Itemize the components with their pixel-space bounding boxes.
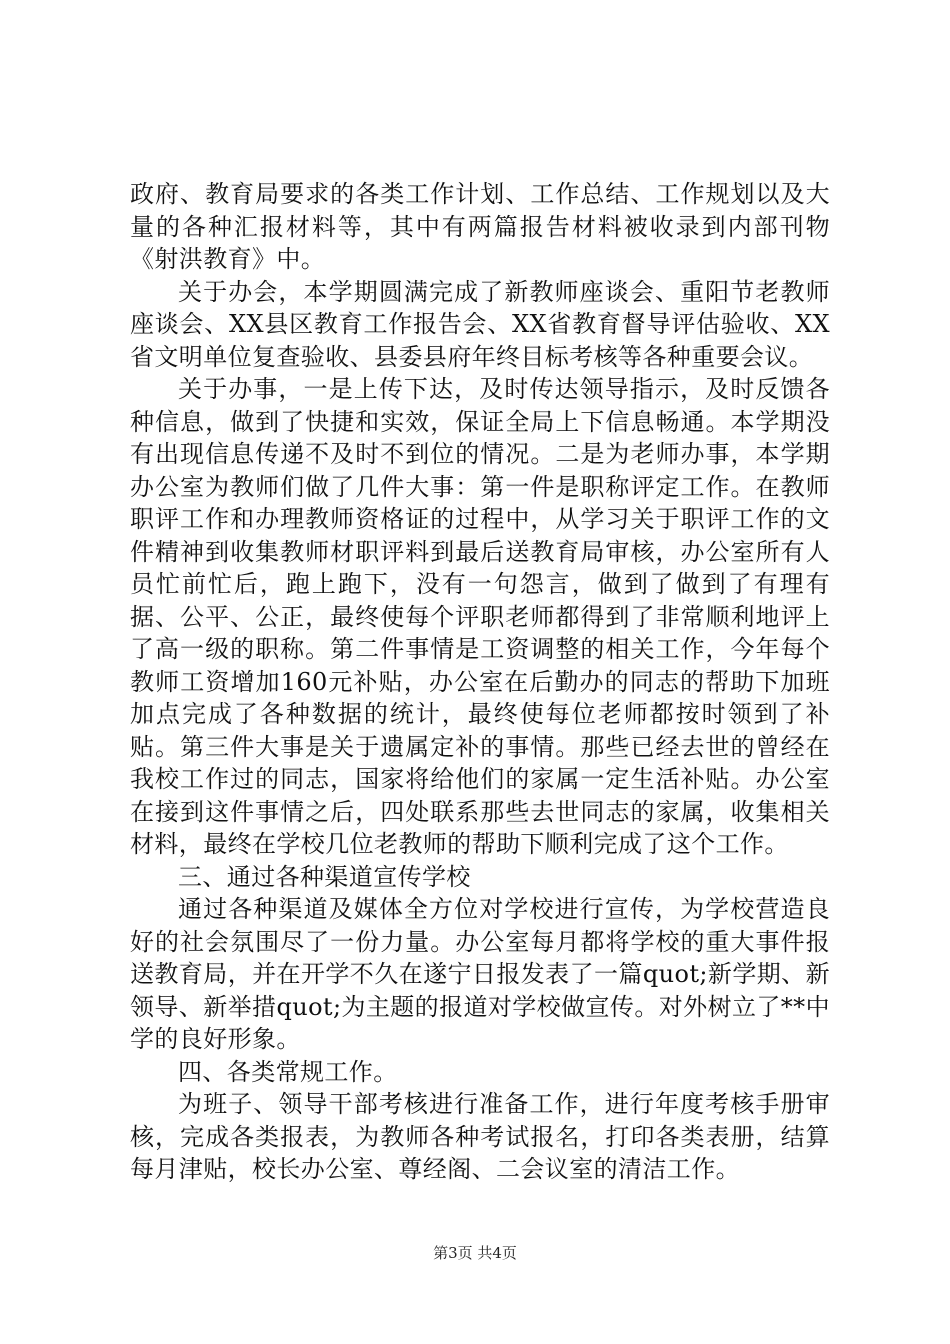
section-heading-routine: 四、各类常规工作。 xyxy=(178,1057,398,1086)
paragraph-publicity: 通过各种渠道及媒体全方位对学校进行宣传，为学校营造良好的社会氛围尽了一份力量。办公室每月都将学校的重大事件报送教育局，并在开学不久在遂宁日报发表了一篇quot;新学期、新领导、新举措quot;为主题的报道对学校做宣传。对外树立了**中学的良好形象。 xyxy=(130,895,830,1053)
paragraph-affairs: 关于办事，一是上传下达，及时传达领导指示，及时反馈各种信息，做到了快捷和实效，保证全局上下信息畅通。本学期没有出现信息传递不及时不到位的情况。二是为老师办事，本学期办公室为教师们做了几件大事：第一件是职称评定工作。在教师职评工作和办理教师资格证的过程中，从学习关于职评工作的文件精神到收集教师材职评料到最后送教育局审核，办公室所有人员忙前忙后，跑上跑下，没有一句怨言，做到了做到了有理有据、公平、公正，最终使每个评职老师都得到了非常顺利地评上了高一级的职称。第二件事情是工资调整的相关工作，今年每个教师工资增加160元补贴，办公室在后勤办的同志的帮助下加班加点完成了各种数据的统计，最终使每位老师都按时领到了补贴。第三件大事是关于遗属定补的事情。那些已经去世的曾经在我校工作过的同志，国家将给他们的家属一定生活补贴。办公室在接到这件事情之后，四处联系那些去世同志的家属，收集相关材料，最终在学校几位老教师的帮助下顺利完成了这个工作。 xyxy=(130,375,830,858)
page-number-footer: 第3页 共4页 xyxy=(433,1244,517,1262)
paragraph-meetings: 关于办会，本学期圆满完成了新教师座谈会、重阳节老教师座谈会、XX县区教育工作报告会、XX省教育督导评估验收、XX省文明单位复查验收、县委县府年终目标考核等各种重要会议。 xyxy=(130,277,830,371)
document-body xyxy=(130,178,830,1186)
paragraph-continuation: 政府、教育局要求的各类工作计划、工作总结、工作规划以及大量的各种汇报材料等，其中有两篇报告材料被收录到内部刊物《射洪教育》中。 xyxy=(130,180,830,273)
paragraph-routine: 为班子、领导干部考核进行准备工作，进行年度考核手册审核，完成各类报表，为教师各种考试报名，打印各类表册，结算每月津贴，校长办公室、尊经阁、二会议室的清洁工作。 xyxy=(130,1090,830,1183)
section-heading-publicity: 三、通过各种渠道宣传学校 xyxy=(178,862,471,891)
